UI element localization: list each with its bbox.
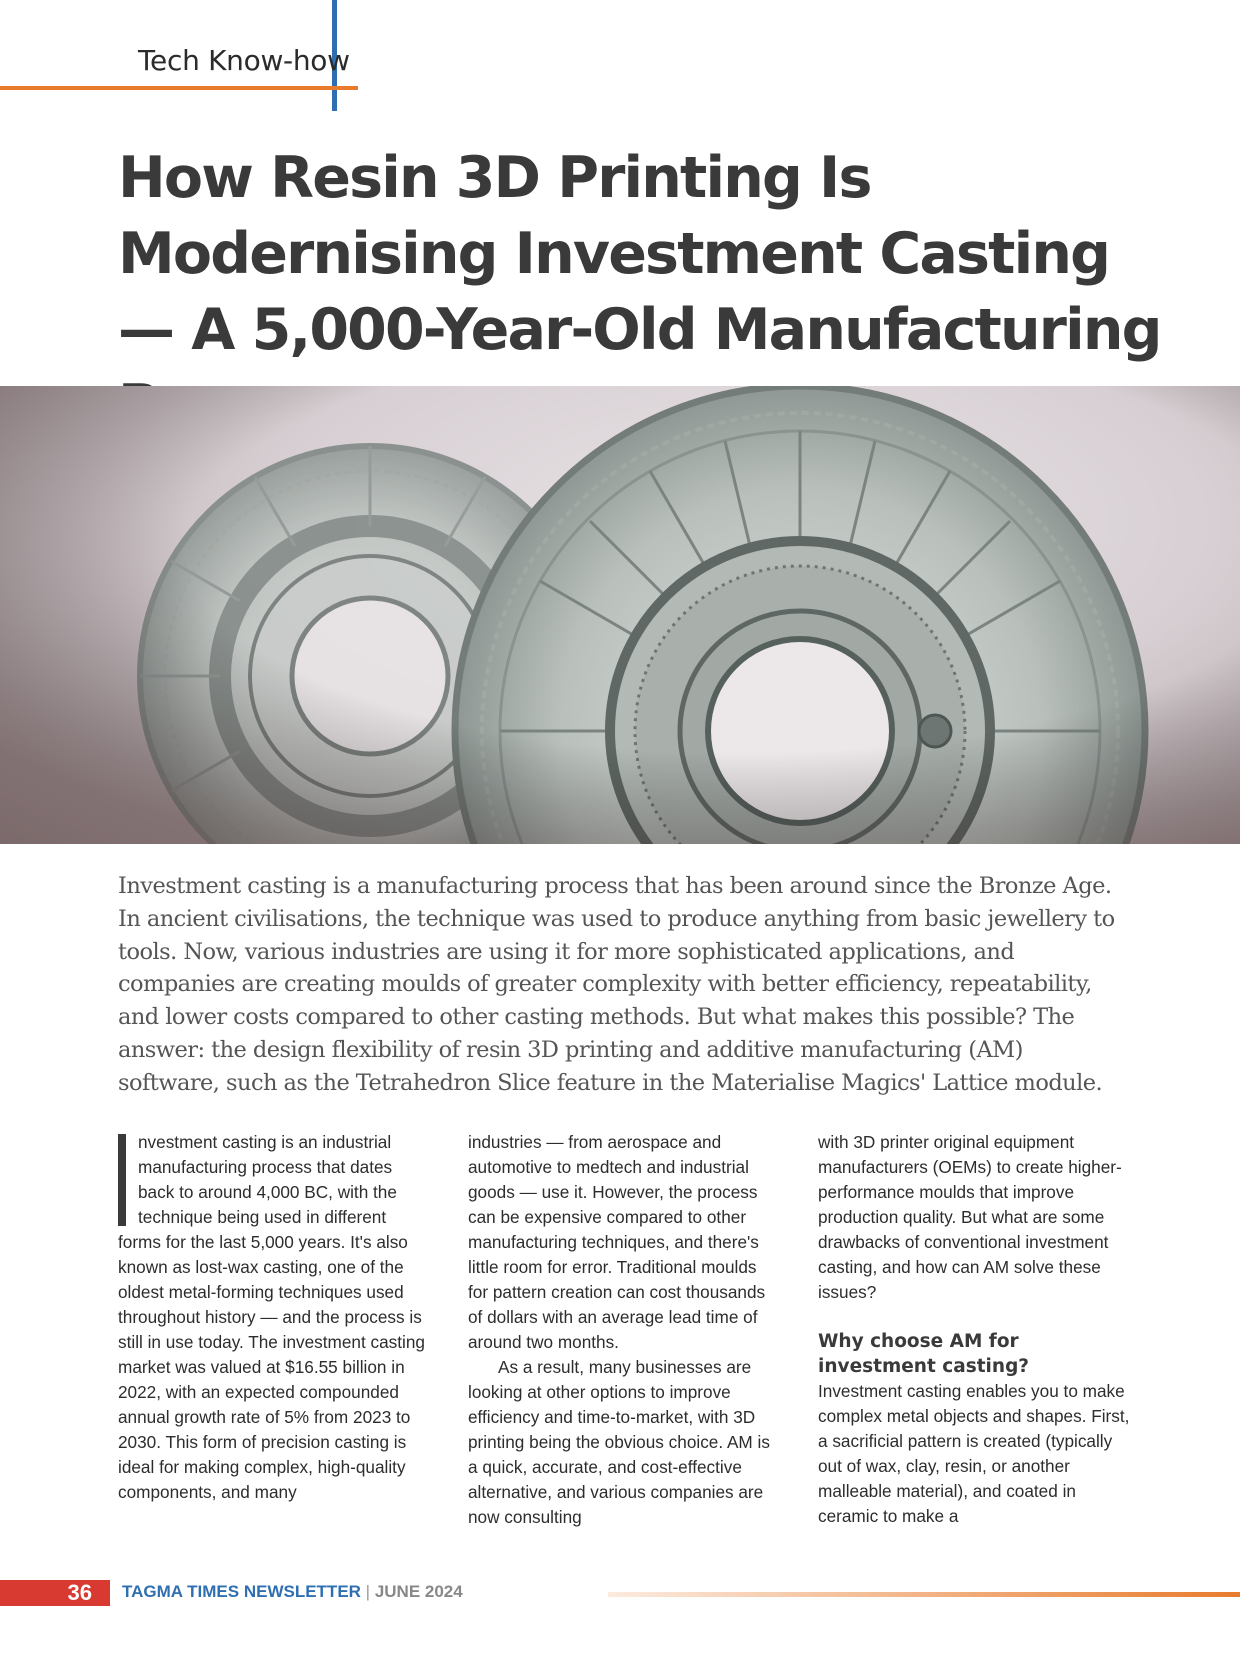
footer-separator: | bbox=[365, 1582, 371, 1601]
footer-rule bbox=[608, 1592, 1240, 1597]
footer-publication bbox=[122, 1582, 463, 1602]
body-paragraph: with 3D printer original equipment manufacturers (OEMs) to create higher-performance moulds that improve production quality. But what are some drawbacks of conventional investment casting, and how can AM solve these issues? bbox=[818, 1132, 1122, 1302]
dropcap-text bbox=[118, 1130, 126, 1155]
body-paragraph: forms for the last 5,000 years. It's also known as lost-wax casting, one of the oldest metal-forming techniques used throughout history — and the process is still in use today. The investment casting market was valued at $16.55 billion in 2022, with an expected compounded annual growth rate of 5% from 2023 to 2030. This form of precision casting is ideal for making complex, high-quality components, and many bbox=[118, 1232, 425, 1502]
publication-name: TAGMA TIMES NEWSLETTER bbox=[122, 1582, 361, 1601]
body-paragraph: industries — from aerospace and automotive to medtech and industrial goods — use it. However, the process can be expensive compared to other manufacturing techniques, and there's little room for error. Traditional moulds for pattern creation can cost thousands of dollars with an average lead time of around two months. bbox=[468, 1132, 766, 1352]
body-column-1 bbox=[118, 1130, 430, 1505]
section-label: Tech Know-how bbox=[138, 44, 350, 77]
body-column-3 bbox=[818, 1130, 1130, 1529]
body-column-2 bbox=[468, 1130, 780, 1530]
article-lead: Investment casting is a manufacturing process that has been around since the Bronze Age. In ancient civilisations, the technique was used to produce anything from basic jewellery to tools. Now, various industries are using it for more sophisticated applications, and companies are creating moulds of greater complexity with better efficiency, repeatability, and lower costs compared to other casting methods. But what makes this possible? The answer: the design flexibility of resin 3D printing and additive manufacturing (AM) software, such as the Tetrahedron Slice feature in the Materialise Magics' Lattice module. bbox=[118, 873, 1115, 1096]
resin-casting-patterns-illustration bbox=[0, 386, 1240, 844]
body-paragraph-dropcap: nvestment casting is an industrial manufacturing process that dates back to around 4,000 BC, with the technique being used in different bbox=[138, 1132, 397, 1227]
body-paragraph: Investment casting enables you to make complex metal objects and shapes. First, a sacrificial pattern is created (typically out of wax, clay, resin, or another malleable material), and coated in ceramic to make a bbox=[818, 1381, 1130, 1526]
article-title: How Resin 3D Printing Is Modernising Investment Casting — A 5,000-Year-Old Manufacturing bbox=[118, 145, 1161, 363]
issue-date: JUNE 2024 bbox=[374, 1582, 463, 1601]
hero-image bbox=[0, 386, 1240, 844]
page-number: 36 bbox=[0, 1580, 110, 1606]
header-horizontal-rule bbox=[0, 86, 358, 90]
section-subheading: Why choose AM for investment casting? bbox=[818, 1331, 1030, 1377]
dropcap-paragraph bbox=[118, 1130, 430, 1230]
body-paragraph: As a result, many businesses are looking at other options to improve efficiency and time-to-market, with 3D printing being the obvious choice. AM is a quick, accurate, and cost-effective alternative, and various companies are now consulting bbox=[468, 1357, 770, 1527]
